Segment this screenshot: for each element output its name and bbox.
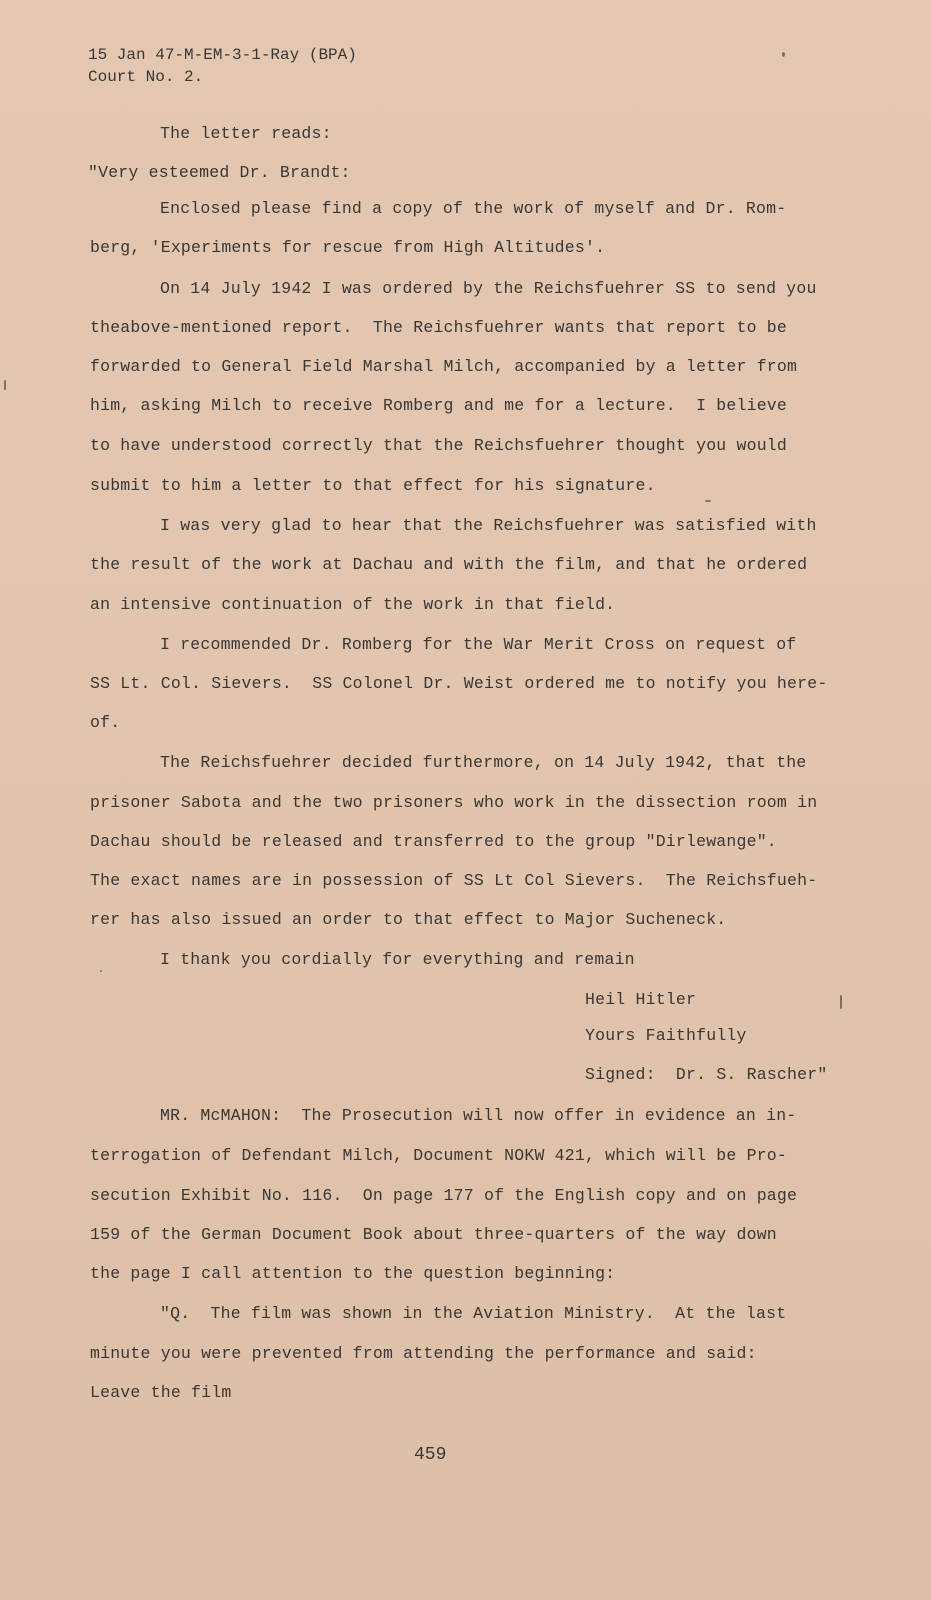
- body-line: I recommended Dr. Romberg for the War Merit Cross on request of: [160, 635, 797, 654]
- header-court: Court No. 2.: [88, 68, 204, 86]
- paper-speck: [4, 380, 6, 390]
- body-line: On 14 July 1942 I was ordered by the Reichsfuehrer SS to send you: [160, 279, 817, 298]
- body-line: secution Exhibit No. 116. On page 177 of the English copy and on page: [90, 1186, 798, 1205]
- body-line: 159 of the German Document Book about three-quarters of the way down: [90, 1225, 777, 1244]
- document-header: [88, 44, 357, 88]
- body-line: The letter reads:: [160, 124, 332, 143]
- body-line: I thank you cordially for everything and remain: [160, 950, 635, 969]
- closing-salutation: Heil Hitler: [585, 990, 697, 1009]
- closing-signature: Signed: Dr. S. Rascher": [585, 1065, 828, 1084]
- body-line: I was very glad to hear that the Reichsfuehrer was satisfied with: [160, 516, 817, 535]
- page-number: 459: [414, 1445, 447, 1465]
- paper-speck: [840, 995, 842, 1009]
- paper-speck: [705, 500, 711, 502]
- body-line: minute you were prevented from attending the performance and said:: [90, 1344, 757, 1363]
- body-line: of.: [90, 713, 121, 732]
- body-line: "Very esteemed Dr. Brandt:: [88, 163, 351, 182]
- body-line: the result of the work at Dachau and with the film, and that he ordered: [90, 555, 808, 574]
- paper-speck: [782, 52, 785, 57]
- body-line: Enclosed please find a copy of the work of myself and Dr. Rom-: [160, 199, 787, 218]
- body-line: Leave the film: [90, 1383, 232, 1402]
- body-line: an intensive continuation of the work in that field.: [90, 595, 616, 614]
- body-line: prisoner Sabota and the two prisoners who work in the dissection room in: [90, 793, 818, 812]
- body-line: MR. McMAHON: The Prosecution will now offer in evidence an in-: [160, 1106, 797, 1125]
- body-line: "Q. The film was shown in the Aviation Ministry. At the last: [160, 1304, 787, 1323]
- body-line: The Reichsfuehrer decided furthermore, on 14 July 1942, that the: [160, 753, 807, 772]
- closing-signoff: Yours Faithfully: [585, 1026, 747, 1045]
- body-line: The exact names are in possession of SS Lt Col Sievers. The Reichsfueh-: [90, 871, 818, 890]
- body-line: the page I call attention to the question beginning:: [90, 1264, 616, 1283]
- paper-speck: [100, 970, 102, 972]
- body-line: terrogation of Defendant Milch, Document NOKW 421, which will be Pro-: [90, 1146, 788, 1165]
- body-line: him, asking Milch to receive Romberg and me for a lecture. I believe: [90, 396, 788, 415]
- body-line: berg, 'Experiments for rescue from High Altitudes'.: [90, 238, 606, 257]
- body-line: SS Lt. Col. Sievers. SS Colonel Dr. Weist ordered me to notify you here-: [90, 674, 828, 693]
- body-line: forwarded to General Field Marshal Milch, accompanied by a letter from: [90, 357, 798, 376]
- body-line: rer has also issued an order to that effect to Major Sucheneck.: [90, 910, 727, 929]
- body-line: theabove-mentioned report. The Reichsfuehrer wants that report to be: [90, 318, 788, 337]
- body-line: submit to him a letter to that effect for his signature.: [90, 476, 656, 495]
- header-reference: 15 Jan 47-M-EM-3-1-Ray (BPA): [88, 46, 357, 64]
- body-line: Dachau should be released and transferred to the group "Dirlewange".: [90, 832, 777, 851]
- body-line: to have understood correctly that the Reichsfuehrer thought you would: [90, 436, 788, 455]
